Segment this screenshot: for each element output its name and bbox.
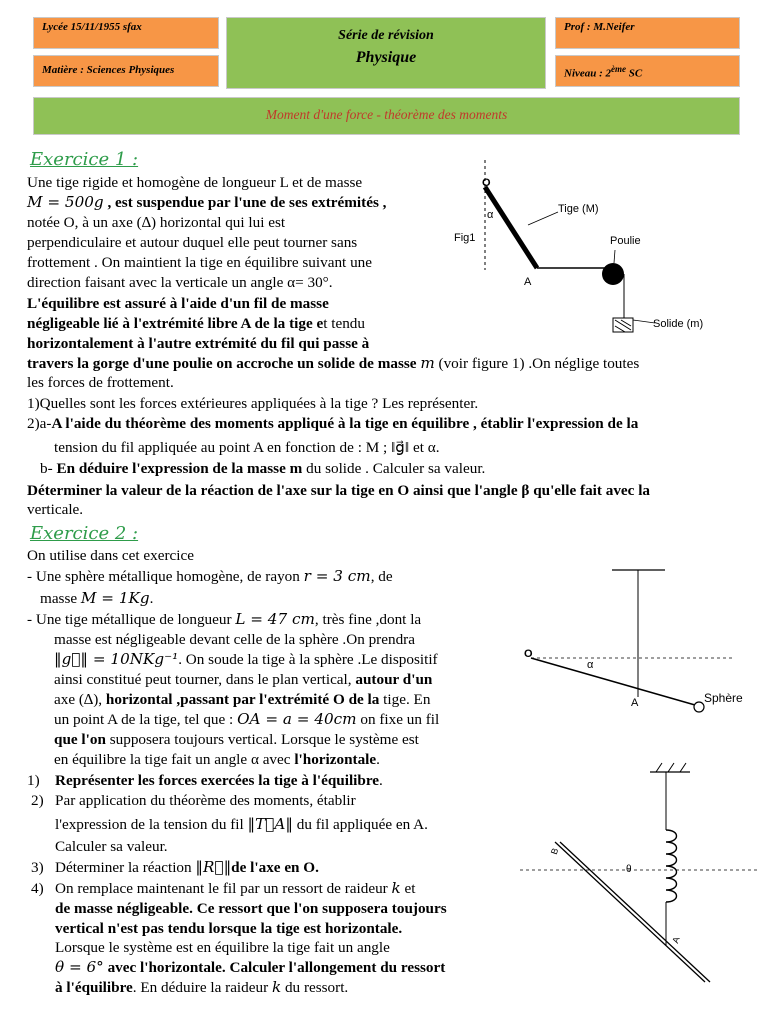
ex2-question-2: 2) Par application du théorème des moments, établir xyxy=(31,792,356,809)
ex2-sphere-line-1: - Une sphère métallique homogène, de rayon r = 3 cm, de xyxy=(27,567,393,585)
fig3-label-b: B xyxy=(548,846,561,856)
fig2-label-sphere: Sphère xyxy=(704,691,743,705)
ex2-question-3: 3) Déterminer la réaction ‖R⃗‖de l'axe en O. xyxy=(31,858,319,876)
figure-3-diagram xyxy=(520,760,765,995)
ex1-line-1: Une tige rigide et homogène de longueur L et de masse xyxy=(27,174,363,191)
ex2-question-4-cont-5: à l'équilibre. En déduire la raideur k du ressort. xyxy=(55,978,349,996)
ex2-sphere-line-2: masse M = 1Kg. xyxy=(40,589,154,607)
ex2-question-1: 1) Représenter les forces exercées la tige à l'équilibre. xyxy=(27,772,383,789)
school-label: Lycée 15/11/1955 sfax xyxy=(33,17,219,49)
ex1-line-9: horizontalement à l'autre extrémité du fil qui passe à xyxy=(27,335,370,352)
ex2-rod-line-6: un point A de la tige, tel que : OA = a = 40cm on fixe un fil xyxy=(54,710,440,728)
ex1-question-3-cont: verticale. xyxy=(27,501,84,518)
ex1-line-8: négligeable lié à l'extrémité libre A de la tige et tendu xyxy=(27,315,365,332)
fig1-label-a: A xyxy=(524,276,532,288)
fig1-label-poulie: Poulie xyxy=(610,235,641,247)
fig3-label-a: A xyxy=(670,935,682,945)
ex2-question-2-cont: l'expression de la tension du fil ‖T⃗A‖ du fil appliquée en A. xyxy=(55,815,428,833)
ex1-question-2b: b- En déduire l'expression de la masse m du solide . Calculer sa valeur. xyxy=(40,460,486,477)
ex2-rod-line-1: - Une tige métallique de longueur L = 47 cm, très fine ,dont la xyxy=(27,610,422,628)
fig1-label-solide: Solide (m) xyxy=(653,318,704,330)
ex1-question-3: Déterminer la valeur de la réaction de l'axe sur la tige en O ainsi que l'angle β qu'elle fait avec la xyxy=(27,482,651,499)
ex2-question-2-cont-2: Calculer sa valeur. xyxy=(55,838,168,855)
ex2-question-4-cont-4: θ = 6° avec l'horizontale. Calculer l'allongement du ressort xyxy=(55,958,446,976)
ex2-question-4-cont-1: de masse négligeable. Ce ressort que l'on supposera toujours xyxy=(55,900,447,917)
ex1-line-2: M = 500g , est suspendue par l'une de ses extrémités , xyxy=(27,193,387,211)
fig1-label-alpha: α xyxy=(487,209,494,221)
chapter-banner xyxy=(33,97,740,135)
ex2-rod-line-4: ainsi constitué peut tourner, dans le plan vertical, autour d'un xyxy=(54,671,433,688)
ex1-line-6: direction faisant avec la verticale un angle α= 30°. xyxy=(27,274,333,291)
fig2-label-a: A xyxy=(631,697,639,709)
discipline-title: Physique xyxy=(355,49,417,66)
ex1-line-11: les forces de frottement. xyxy=(27,374,174,391)
ex2-question-4: 4) On remplace maintenant le fil par un ressort de raideur k et xyxy=(31,879,416,897)
ex1-question-2a: 2)a-A l'aide du théorème des moments appliqué à la tige en équilibre , établir l'expression de la xyxy=(27,415,639,432)
ex1-line-7: L'équilibre est assuré à l'aide d'un fil de masse xyxy=(27,295,329,312)
ex1-question-2a-cont: tension du fil appliquée au point A en fonction de : M ; ‖g⃗‖ et α. xyxy=(54,439,440,456)
subject-label: Matière : Sciences Physiques xyxy=(33,55,219,87)
ex2-question-4-cont-3: Lorsque le système est en équilibre la tige fait un angle xyxy=(55,939,390,956)
ex1-question-1: 1)Quelles sont les forces extérieures appliquées à la tige ? Les représenter. xyxy=(27,395,479,412)
ex2-rod-line-5: axe (∆), horizontal ,passant par l'extrémité O de la tige. En xyxy=(54,691,431,708)
ex2-intro: On utilise dans cet exercice xyxy=(27,547,194,564)
exercise-2-title: Exercice 2 : xyxy=(30,523,139,544)
figure-1-diagram xyxy=(450,160,750,340)
ex2-rod-line-2: masse est négligeable devant celle de la sphère .On prendra xyxy=(54,631,415,648)
ex1-line-10: travers la gorge d'une poulie on accroche un solide de masse m (voir figure 1) .On néglige toutes xyxy=(27,354,640,372)
ex2-rod-line-7: que l'on supposera toujours vertical. Lorsque le système est xyxy=(54,731,419,748)
ex1-line-5: frottement . On maintient la tige en équilibre suivant une xyxy=(27,254,372,271)
ex2-question-4-cont-2: vertical n'est pas tendu lorsque la tige est horizontale. xyxy=(55,920,403,937)
ex2-rod-line-3: ‖g⃗‖ = 10NKg⁻¹. On soude la tige à la sphère .Le dispositif xyxy=(54,650,438,668)
fig2-label-alpha: α xyxy=(587,659,594,671)
series-title: Série de révision xyxy=(338,28,434,43)
ex1-line-3: notée O, à un axe (∆) horizontal qui lui est xyxy=(27,214,286,231)
teacher-label: Prof : M.Neifer xyxy=(555,17,740,49)
figure-2-diagram xyxy=(515,560,765,720)
chapter-title: Moment d'une force - théorème des moments xyxy=(265,107,508,122)
fig2-label-o: O xyxy=(524,648,533,660)
exercise-1-title: Exercice 1 : xyxy=(30,149,139,170)
fig1-label-tige: Tige (M) xyxy=(558,203,599,215)
ex1-line-4: perpendiculaire et autour duquel elle peut tourner sans xyxy=(27,234,358,251)
fig3-label-theta: θ xyxy=(626,864,632,875)
level-label: Niveau : 2ème SC xyxy=(555,55,740,87)
series-header xyxy=(226,17,546,89)
fig1-label-o: O xyxy=(482,177,491,189)
ex2-rod-line-8: en équilibre la tige fait un angle α avec l'horizontale. xyxy=(54,751,380,768)
fig1-label-fig: Fig1 xyxy=(454,232,476,244)
